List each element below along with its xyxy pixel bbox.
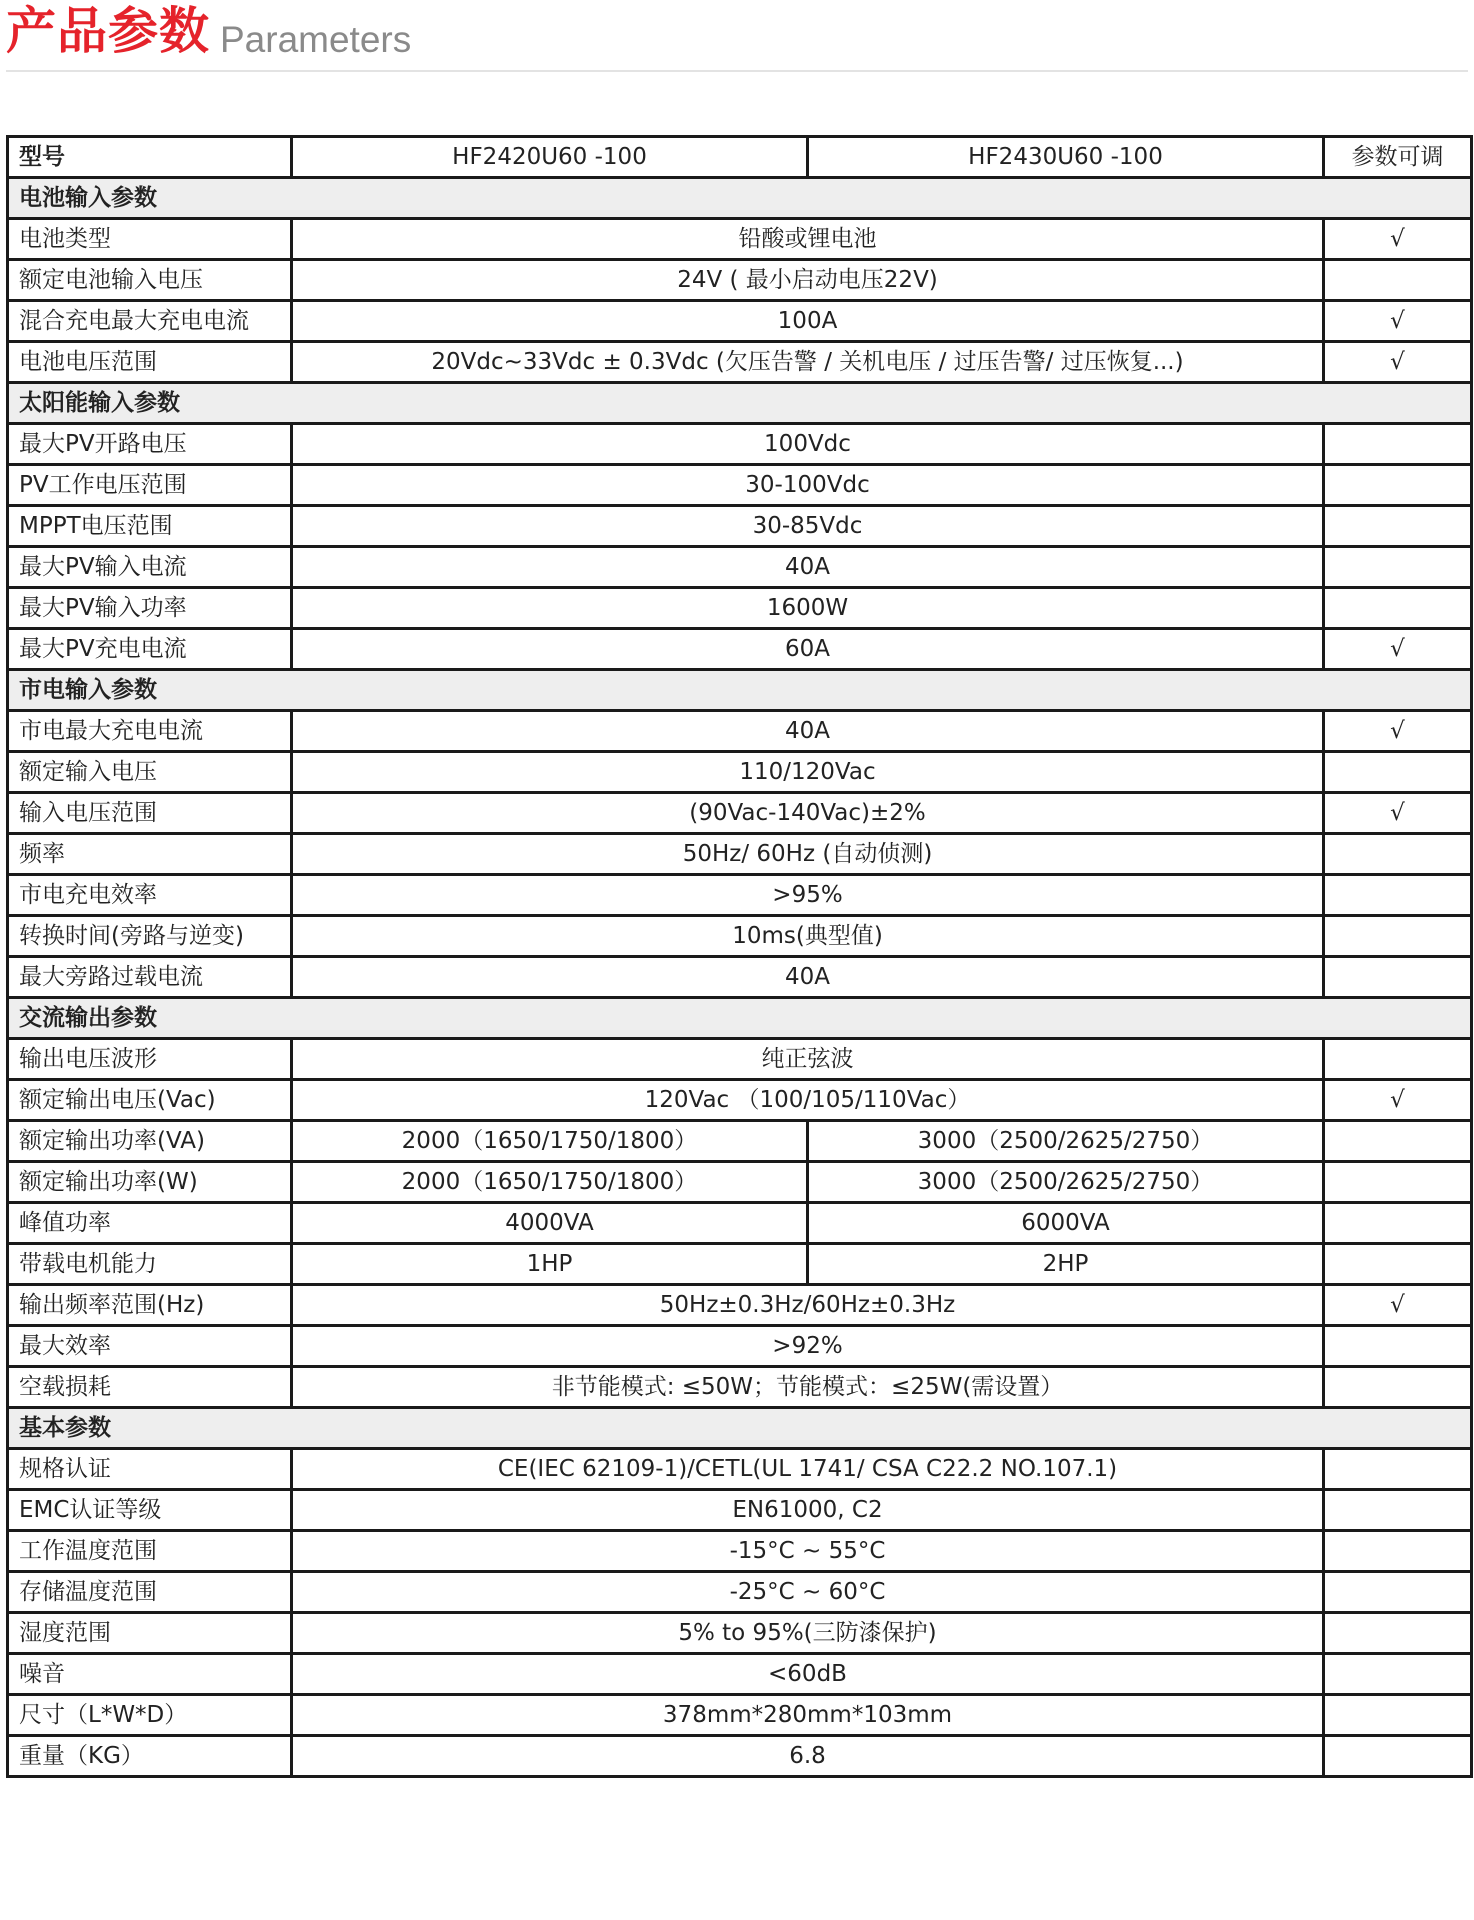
adjustable-mark (1324, 1326, 1472, 1367)
adjustable-mark: √ (1324, 342, 1472, 383)
param-value: 20Vdc~33Vdc ± 0.3Vdc (欠压告警 / 关机电压 / 过压告警/ 过压恢复...) (292, 342, 1324, 383)
table-row (8, 424, 1472, 465)
param-value: >92% (292, 1326, 1324, 1367)
table-header-row (8, 137, 1472, 178)
param-name: 最大PV输入功率 (8, 588, 292, 629)
param-value: -25°C ~ 60°C (292, 1572, 1324, 1613)
param-name: 最大旁路过载电流 (8, 957, 292, 998)
table-row (8, 1285, 1472, 1326)
adjustable-mark (1324, 752, 1472, 793)
adjustable-mark: √ (1324, 219, 1472, 260)
adjustable-mark (1324, 834, 1472, 875)
parameters-table (6, 135, 1473, 1778)
param-value: 5% to 95%(三防漆保护) (292, 1613, 1324, 1654)
section-header-row (8, 178, 1472, 219)
table-row (8, 1613, 1472, 1654)
table-row (8, 1203, 1472, 1244)
param-value: 120Vac （100/105/110Vac） (292, 1080, 1324, 1121)
param-name: 转换时间(旁路与逆变) (8, 916, 292, 957)
title-en: Parameters (220, 19, 412, 60)
adjustable-mark (1324, 588, 1472, 629)
page-header (6, 0, 1468, 72)
adjustable-mark (1324, 547, 1472, 588)
param-name: 重量（KG） (8, 1736, 292, 1777)
table-row (8, 629, 1472, 670)
param-value: 100A (292, 301, 1324, 342)
param-name: 额定电池输入电压 (8, 260, 292, 301)
param-value: 1600W (292, 588, 1324, 629)
section-title: 电池输入参数 (8, 178, 1472, 219)
adjustable-mark (1324, 1613, 1472, 1654)
adjustable-mark (1324, 957, 1472, 998)
adjustable-mark (1324, 1572, 1472, 1613)
param-name: 尺寸（L*W*D） (8, 1695, 292, 1736)
param-value: 6.8 (292, 1736, 1324, 1777)
table-row (8, 342, 1472, 383)
param-value: -15°C ~ 55°C (292, 1531, 1324, 1572)
param-value: CE(IEC 62109-1)/CETL(UL 1741/ CSA C22.2 NO.107.1) (292, 1449, 1324, 1490)
param-name: 额定输出电压(Vac) (8, 1080, 292, 1121)
param-name: 噪音 (8, 1654, 292, 1695)
adjustable-mark (1324, 1695, 1472, 1736)
param-name: 空载损耗 (8, 1367, 292, 1408)
adjustable-mark (1324, 1490, 1472, 1531)
table-row (8, 1572, 1472, 1613)
param-value: 10ms(典型值) (292, 916, 1324, 957)
param-value-model-a: 4000VA (292, 1203, 808, 1244)
param-value: <60dB (292, 1654, 1324, 1695)
section-title: 基本参数 (8, 1408, 1472, 1449)
section-title: 市电输入参数 (8, 670, 1472, 711)
table-row (8, 1326, 1472, 1367)
table-row (8, 465, 1472, 506)
param-name: 带载电机能力 (8, 1244, 292, 1285)
adjustable-mark: √ (1324, 793, 1472, 834)
section-header-row (8, 670, 1472, 711)
param-name: 输入电压范围 (8, 793, 292, 834)
param-name: 湿度范围 (8, 1613, 292, 1654)
param-name: 额定输入电压 (8, 752, 292, 793)
table-row (8, 506, 1472, 547)
table-row (8, 301, 1472, 342)
adjustable-mark (1324, 1039, 1472, 1080)
section-header-row (8, 998, 1472, 1039)
table-row (8, 1490, 1472, 1531)
param-value: 非节能模式: ≤50W；节能模式：≤25W(需设置） (292, 1367, 1324, 1408)
param-name: 输出电压波形 (8, 1039, 292, 1080)
param-name: 市电充电效率 (8, 875, 292, 916)
param-value: 50Hz/ 60Hz (自动侦测) (292, 834, 1324, 875)
table-row (8, 1654, 1472, 1695)
table-row (8, 260, 1472, 301)
adjustable-mark (1324, 1367, 1472, 1408)
section-title: 太阳能输入参数 (8, 383, 1472, 424)
param-value-model-a: 2000（1650/1750/1800） (292, 1121, 808, 1162)
table-row (8, 1695, 1472, 1736)
header-model-a: HF2420U60 -100 (292, 137, 808, 178)
adjustable-mark: √ (1324, 1080, 1472, 1121)
param-name: 最大效率 (8, 1326, 292, 1367)
param-value: EN61000, C2 (292, 1490, 1324, 1531)
param-value-model-b: 2HP (808, 1244, 1324, 1285)
adjustable-mark: √ (1324, 1285, 1472, 1326)
adjustable-mark (1324, 424, 1472, 465)
param-name: 最大PV输入电流 (8, 547, 292, 588)
param-value-model-a: 1HP (292, 1244, 808, 1285)
adjustable-mark (1324, 1654, 1472, 1695)
header-model-b: HF2430U60 -100 (808, 137, 1324, 178)
table-row (8, 1244, 1472, 1285)
table-row (8, 875, 1472, 916)
table-row (8, 1121, 1472, 1162)
param-value: 纯正弦波 (292, 1039, 1324, 1080)
adjustable-mark (1324, 1736, 1472, 1777)
param-name: 市电最大充电电流 (8, 711, 292, 752)
param-value: (90Vac-140Vac)±2% (292, 793, 1324, 834)
param-name: 规格认证 (8, 1449, 292, 1490)
param-value: 378mm*280mm*103mm (292, 1695, 1324, 1736)
param-value-model-b: 3000（2500/2625/2750） (808, 1121, 1324, 1162)
adjustable-mark (1324, 506, 1472, 547)
param-value: 铅酸或锂电池 (292, 219, 1324, 260)
table-row (8, 547, 1472, 588)
table-row (8, 219, 1472, 260)
param-value: 40A (292, 547, 1324, 588)
param-name: MPPT电压范围 (8, 506, 292, 547)
adjustable-mark (1324, 260, 1472, 301)
adjustable-mark (1324, 1244, 1472, 1285)
adjustable-mark (1324, 1121, 1472, 1162)
param-name: 最大PV充电电流 (8, 629, 292, 670)
section-title: 交流输出参数 (8, 998, 1472, 1039)
adjustable-mark (1324, 916, 1472, 957)
adjustable-mark (1324, 875, 1472, 916)
table-row (8, 957, 1472, 998)
param-value: 30-85Vdc (292, 506, 1324, 547)
param-name: 最大PV开路电压 (8, 424, 292, 465)
param-value: 110/120Vac (292, 752, 1324, 793)
param-name: EMC认证等级 (8, 1490, 292, 1531)
table-row (8, 1531, 1472, 1572)
param-value-model-b: 3000（2500/2625/2750） (808, 1162, 1324, 1203)
param-name: 输出频率范围(Hz) (8, 1285, 292, 1326)
adjustable-mark: √ (1324, 629, 1472, 670)
adjustable-mark (1324, 1449, 1472, 1490)
param-value: 30-100Vdc (292, 465, 1324, 506)
header-label: 型号 (8, 137, 292, 178)
param-name: 额定输出功率(W) (8, 1162, 292, 1203)
param-name: 额定输出功率(VA) (8, 1121, 292, 1162)
param-value: 60A (292, 629, 1324, 670)
param-value: 40A (292, 711, 1324, 752)
title-cn: 产品参数 (6, 2, 210, 60)
adjustable-mark (1324, 1531, 1472, 1572)
param-value: 24V ( 最小启动电压22V) (292, 260, 1324, 301)
param-name: 电池电压范围 (8, 342, 292, 383)
param-name: 电池类型 (8, 219, 292, 260)
param-value: 100Vdc (292, 424, 1324, 465)
table-row (8, 793, 1472, 834)
table-row (8, 1039, 1472, 1080)
param-name: 工作温度范围 (8, 1531, 292, 1572)
section-header-row (8, 1408, 1472, 1449)
table-row (8, 1736, 1472, 1777)
table-row (8, 1080, 1472, 1121)
param-value: 50Hz±0.3Hz/60Hz±0.3Hz (292, 1285, 1324, 1326)
adjustable-mark (1324, 1162, 1472, 1203)
param-value-model-b: 6000VA (808, 1203, 1324, 1244)
table-row (8, 916, 1472, 957)
table-row (8, 752, 1472, 793)
table-row (8, 588, 1472, 629)
header-adjustable: 参数可调 (1324, 137, 1472, 178)
param-name: PV工作电压范围 (8, 465, 292, 506)
parameters-table-body (8, 137, 1472, 1777)
adjustable-mark (1324, 465, 1472, 506)
param-name: 存储温度范围 (8, 1572, 292, 1613)
adjustable-mark: √ (1324, 711, 1472, 752)
table-row (8, 711, 1472, 752)
table-row (8, 1449, 1472, 1490)
param-name: 混合充电最大充电电流 (8, 301, 292, 342)
table-row (8, 1367, 1472, 1408)
param-value-model-a: 2000（1650/1750/1800） (292, 1162, 808, 1203)
param-name: 频率 (8, 834, 292, 875)
param-name: 峰值功率 (8, 1203, 292, 1244)
param-value: 40A (292, 957, 1324, 998)
adjustable-mark (1324, 1203, 1472, 1244)
table-row (8, 834, 1472, 875)
table-row (8, 1162, 1472, 1203)
section-header-row (8, 383, 1472, 424)
adjustable-mark: √ (1324, 301, 1472, 342)
param-value: >95% (292, 875, 1324, 916)
